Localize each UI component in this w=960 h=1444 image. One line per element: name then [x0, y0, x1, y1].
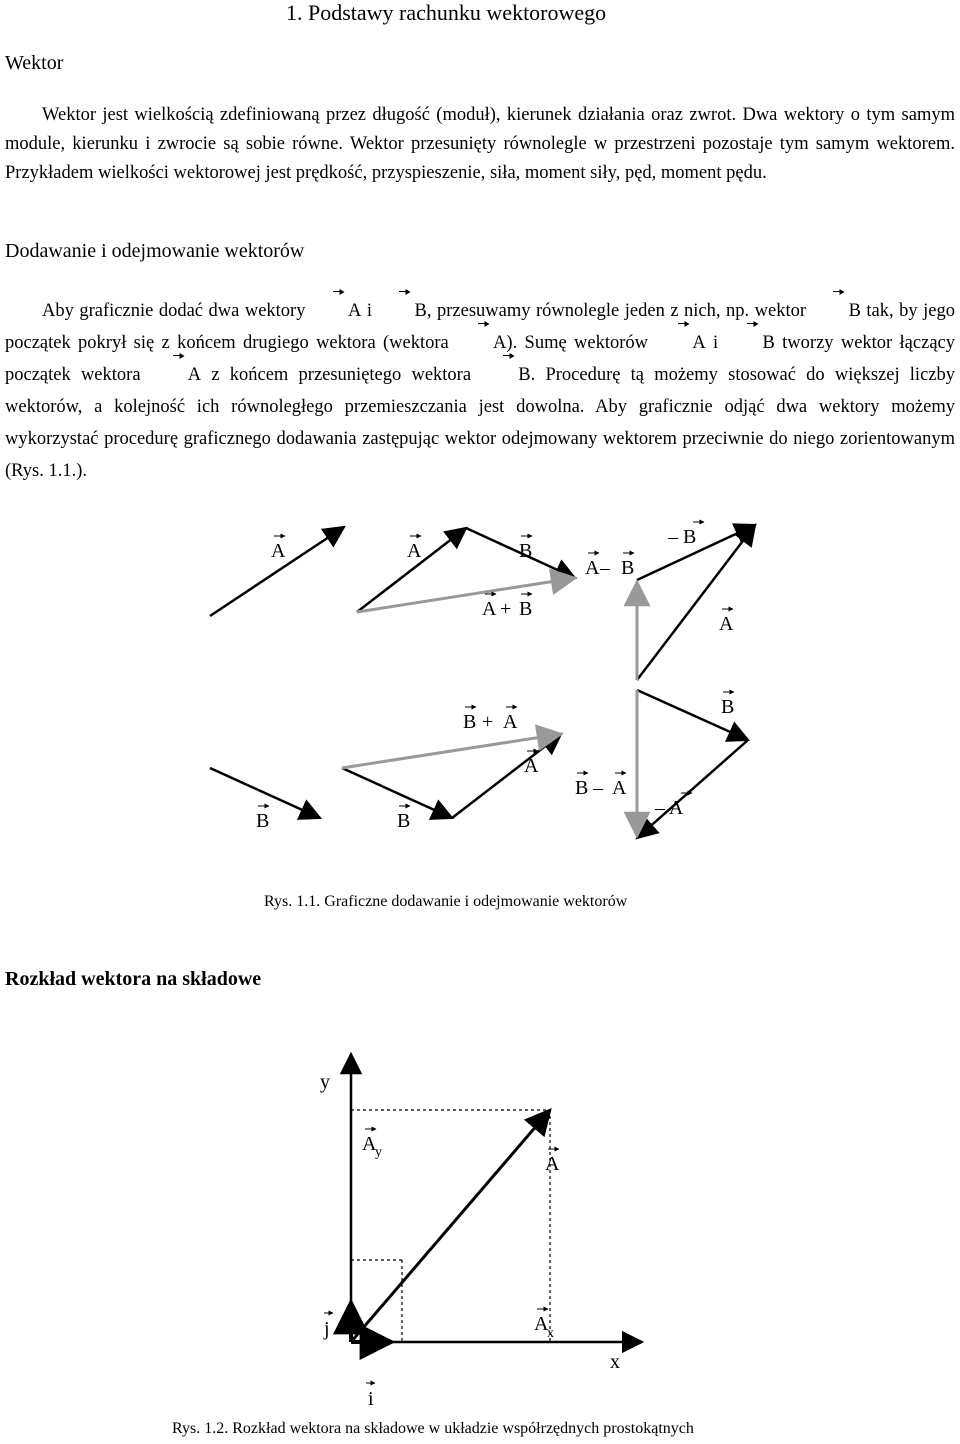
label-b: B	[256, 810, 270, 832]
label-b: B	[519, 540, 533, 562]
para2-text-7: . Procedurę tą możemy stosować do większej liczby wektorów, a kolejność ich równoległego przemieszczania jest dowolna. Aby graficznie odjąć dwa wektory możemy wykorzystać procedurę graficznego dodawania zastępując wektor odejmowany wektorem przeciwnie do niego zorientowanym (Rys. 1.1.).	[5, 365, 955, 481]
label-plus: +	[482, 711, 494, 733]
para2-text-6: z końcem przesuniętego wektora	[201, 365, 482, 385]
label-minus-a: – A	[655, 797, 684, 819]
label-b: B	[397, 810, 411, 832]
axis-x-label: x	[610, 1351, 620, 1373]
label-a: A	[271, 540, 286, 562]
label-b: B	[721, 696, 735, 718]
fig2-labels	[320, 1071, 620, 1410]
label-ay: A	[362, 1133, 377, 1155]
label-minus-b: – B	[668, 526, 697, 548]
chapter-title: 1. Podstawy rachunku wektorowego	[286, 0, 607, 25]
label-a: A	[545, 1153, 560, 1175]
section-title-adding: Dodawanie i odejmowanie wektorów	[5, 240, 305, 262]
vector-symbol-a: A	[655, 327, 705, 359]
label-ay-sub: y	[375, 1145, 382, 1160]
figure-1-caption: Rys. 1.1. Graficzne dodawanie i odejmowanie wektorów	[264, 893, 628, 910]
label-j: j	[324, 1318, 330, 1340]
label-i: i	[368, 1388, 374, 1410]
vector-minus-a-arrow	[637, 740, 748, 838]
label-diff-a: A	[612, 777, 627, 799]
vector-sum-arrow	[357, 578, 575, 612]
section-title-decomposition: Rozkład wektora na składowe	[5, 968, 262, 990]
para2-text-1: Aby graficznie dodać dwa wektory	[42, 301, 311, 321]
vector-symbol-a: A	[151, 359, 201, 391]
label-a: A	[524, 755, 539, 777]
label-diff-a: A	[585, 557, 600, 579]
axis-y-label: y	[320, 1071, 330, 1093]
vector-symbol-b: B	[725, 327, 774, 359]
vector-symbol-a: A	[311, 295, 361, 327]
para2-text-5: tworzy wektor łączący początek wektora	[5, 333, 955, 385]
label-ax: A	[534, 1313, 549, 1335]
section-title-wektor: Wektor	[5, 52, 64, 74]
label-a: A	[719, 613, 734, 635]
para2-text-3: tak, by jego początek pokrył się z końcem drugiego wektora (wektora	[5, 301, 956, 353]
label-sum-a: A	[503, 711, 518, 733]
label-sum-b: B	[463, 711, 477, 733]
label-diff-b: B	[575, 777, 589, 799]
vector-symbol-b: B	[378, 295, 427, 327]
vector-a-arrow	[452, 734, 561, 818]
label-diff-b: B	[621, 557, 635, 579]
para2-i: i	[705, 333, 726, 353]
label-ax-sub: x	[547, 1326, 554, 1341]
label-minus: –	[600, 557, 610, 579]
label-sum-a: A	[482, 598, 497, 620]
paragraph-text: Wektor jest wielkością zdefiniowaną przez długość (moduł), kierunek działania oraz zwrot. Dwa wektory o tym samym module, kierunku i zwrocie są sobie równe. Wektor przesunięty równolegle w przestrzeni pozostaje tym samym wektorem. Przykładem wielkości wektorowej jest prędkość, przyspieszenie, siła, moment siły, pęd, moment pędu.	[5, 105, 955, 183]
vector-symbol-b: B	[481, 359, 530, 391]
vector-symbol-b: B	[812, 295, 861, 327]
para2-text-4: ). Sumę wektorów	[506, 333, 656, 353]
label-a: A	[407, 540, 422, 562]
para2-text-2: , przesuwamy równolegle jeden z nich, np. wektor	[426, 301, 812, 321]
vector-a-arrow	[637, 525, 755, 680]
label-sum-b: B	[519, 598, 533, 620]
label-minus: –	[593, 777, 603, 799]
vector-symbol-a: A	[456, 327, 506, 359]
para2-i: i	[361, 301, 378, 321]
label-plus: +	[500, 598, 512, 620]
figure-2-caption: Rys. 1.2. Rozkład wektora na składowe w układzie współrzędnych prostokątnych	[172, 1420, 694, 1437]
